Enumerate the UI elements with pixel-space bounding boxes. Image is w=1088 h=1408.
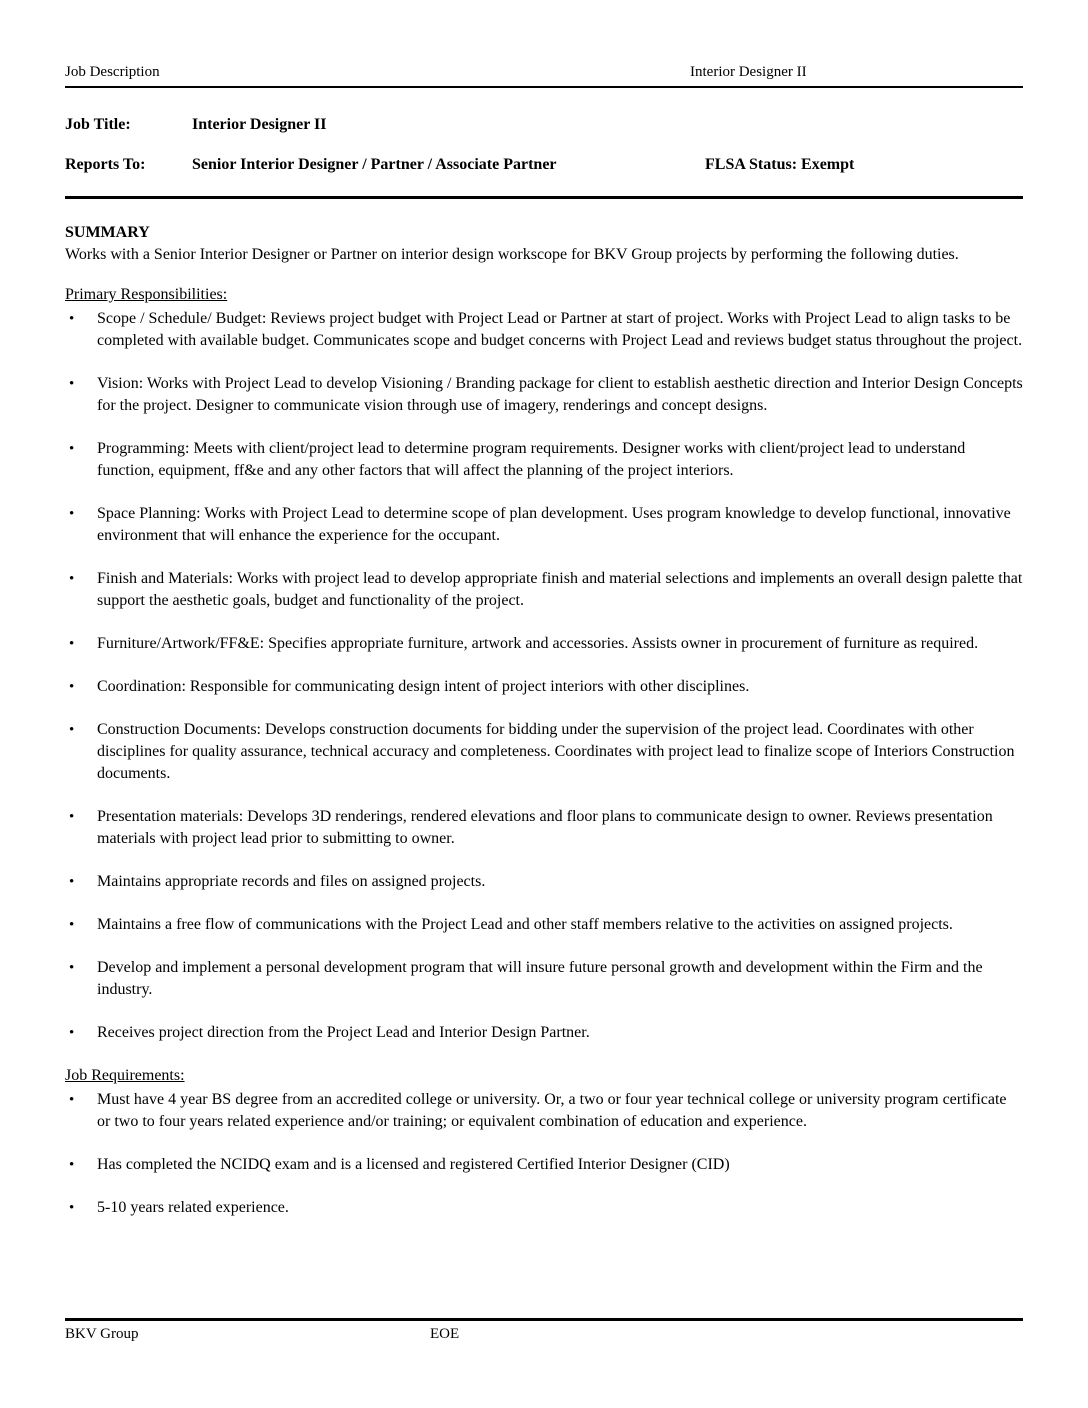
bullet-item: • 5-10 years related experience.	[65, 1197, 1023, 1219]
reports-to-label: Reports To:	[65, 156, 146, 173]
job-requirements-section	[65, 1065, 1023, 1219]
bullet-item: • Must have 4 year BS degree from an accredited college or university. Or, a two or four year technical college or university program certificate or two to four years related experience and/or training; or equivalent combination of education and experience.	[65, 1089, 1023, 1133]
primary-responsibilities-heading: Primary Responsibilities:	[65, 286, 228, 303]
bullet-item: • Maintains appropriate records and files on assigned projects.	[65, 871, 1023, 893]
reports-to-value: Senior Interior Designer / Partner / Associate Partner	[192, 156, 557, 173]
job-title-label: Job Title:	[65, 116, 131, 133]
bullet-item: • Construction Documents: Develops construction documents for bidding under the supervision of the project lead. Coordinates with other disciplines for quality assurance, technical accuracy and completeness. Coordinates with project lead to finalize scope of Interiors Construction documents.	[65, 719, 1023, 785]
footer-row	[65, 1321, 1023, 1344]
job-title-row	[65, 114, 1023, 136]
title-block-divider	[65, 196, 1023, 199]
job-requirements-heading: Job Requirements:	[65, 1067, 185, 1084]
page-footer	[65, 1318, 1023, 1344]
flsa-status: FLSA Status: Exempt	[705, 156, 855, 173]
footer-company: BKV Group	[65, 1326, 139, 1342]
job-requirements-list	[65, 1089, 1023, 1219]
bullet-item: • Programming: Meets with client/project lead to determine program requirements. Designer works with client/project lead to understand function, equipment, ff&e and any other factors that will affect the planning of the project interiors.	[65, 438, 1023, 482]
summary-heading: SUMMARY	[65, 224, 150, 241]
primary-responsibilities-section	[65, 284, 1023, 1044]
page-header	[65, 62, 1023, 88]
bullet-item: • Furniture/Artwork/FF&E: Specifies appropriate furniture, artwork and accessories. Assists owner in procurement of furniture as required.	[65, 633, 1023, 655]
header-doc-title: Interior Designer II	[690, 64, 807, 80]
bullet-item: • Vision: Works with Project Lead to develop Visioning / Branding package for client to establish aesthetic direction and Interior Design Concepts for the project. Designer to communicate vision through use of imagery, renderings and concept designs.	[65, 373, 1023, 417]
job-title-value: Interior Designer II	[192, 116, 327, 133]
bullet-item: • Space Planning: Works with Project Lead to determine scope of plan development. Uses program knowledge to develop functional, innovative environment that will enhance the experience for the occupant.	[65, 503, 1023, 547]
primary-responsibilities-list	[65, 308, 1023, 1044]
bullet-item: • Receives project direction from the Project Lead and Interior Design Partner.	[65, 1022, 1023, 1044]
bullet-item: • Presentation materials: Develops 3D renderings, rendered elevations and floor plans to communicate design to owner. Reviews presentation materials with project lead prior to submitting to owner.	[65, 806, 1023, 850]
bullet-item: • Develop and implement a personal development program that will insure future personal growth and development within the Firm and the industry.	[65, 957, 1023, 1001]
summary-body: Works with a Senior Interior Designer or Partner on interior design workscope for BKV Group projects by performing the following duties.	[65, 246, 959, 263]
title-block	[65, 114, 1023, 199]
header-doc-type: Job Description	[65, 64, 160, 80]
bullet-item: • Has completed the NCIDQ exam and is a licensed and registered Certified Interior Designer (CID)	[65, 1154, 1023, 1176]
footer-eoe: EOE	[430, 1326, 460, 1342]
bullet-item: • Scope / Schedule/ Budget: Reviews project budget with Project Lead or Partner at start of project. Works with Project Lead to align tasks to be completed with available budget. Communicates scope and budget concerns with Project Lead and reviews budget status throughout the project.	[65, 308, 1023, 352]
bullet-item: • Finish and Materials: Works with project lead to develop appropriate finish and material selections and implements an overall design palette that support the aesthetic goals, budget and functionality of the project.	[65, 568, 1023, 612]
reports-to-row	[65, 154, 1023, 176]
bullet-item: • Maintains a free flow of communications with the Project Lead and other staff members relative to the activities on assigned projects.	[65, 914, 1023, 936]
bullet-item: • Coordination: Responsible for communicating design intent of project interiors with other disciplines.	[65, 676, 1023, 698]
summary-section	[65, 222, 1023, 266]
